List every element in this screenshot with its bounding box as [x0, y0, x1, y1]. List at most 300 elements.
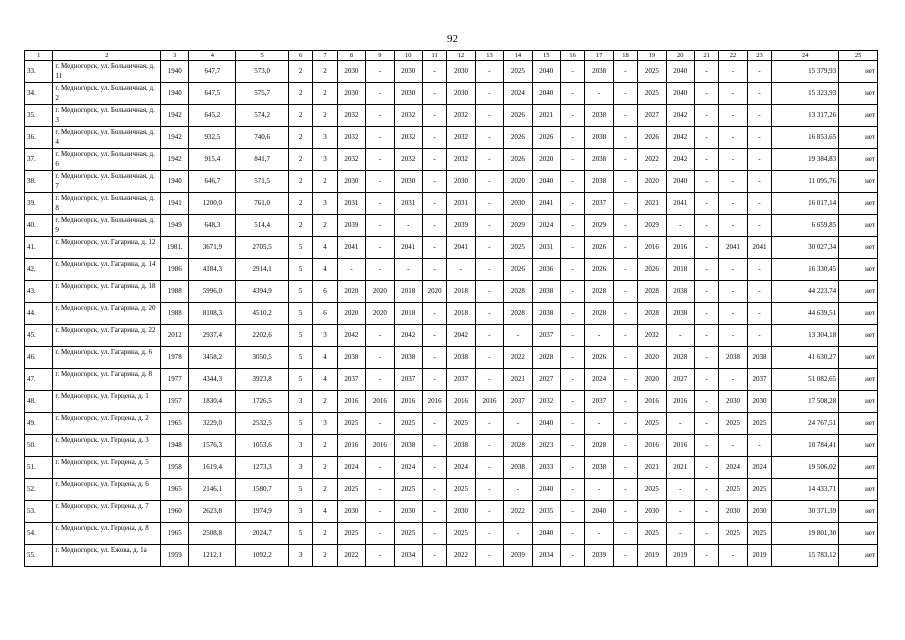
table-cell: - [585, 325, 613, 347]
table-cell: 2040 [532, 413, 560, 435]
table-cell: - [747, 193, 771, 215]
table-cell: - [694, 369, 718, 391]
table-cell: - [422, 325, 446, 347]
row-number: 40. [25, 215, 53, 237]
table-cell: - [475, 259, 503, 281]
table-cell: - [694, 171, 718, 193]
table-row [25, 237, 878, 259]
row-number: 47. [25, 369, 53, 391]
table-cell: 2914,1 [236, 259, 289, 281]
table-cell: 2026 [585, 259, 613, 281]
table-cell: 2020 [422, 281, 446, 303]
table-cell: - [694, 259, 718, 281]
table-cell: - [719, 83, 747, 105]
table-cell: 2025 [747, 523, 771, 545]
table-cell: 2025 [719, 479, 747, 501]
table-cell: 1986 [161, 259, 189, 281]
table-cell: - [475, 83, 503, 105]
table-cell: 575,7 [236, 83, 289, 105]
table-cell: 4394,9 [236, 281, 289, 303]
table-cell: 3 [313, 127, 337, 149]
table-cell: - [613, 413, 637, 435]
table-cell: - [694, 281, 718, 303]
table-cell: 2042 [666, 127, 694, 149]
row-number: 44. [25, 303, 53, 325]
status-cell: нет [839, 413, 878, 435]
column-header: 16 [561, 51, 585, 61]
table-cell: 1948 [161, 435, 189, 457]
cost-cell: 19 506,02 [772, 457, 839, 479]
table-cell: - [561, 501, 585, 523]
table-cell: 5 [288, 281, 312, 303]
page-number: 92 [447, 33, 458, 45]
table-cell: 2036 [532, 259, 560, 281]
address-cell: г. Медногорск, ул. Гагарина, д. 14 [53, 259, 161, 281]
table-cell: 2041 [447, 237, 475, 259]
table-cell: - [475, 435, 503, 457]
table-cell: - [475, 369, 503, 391]
table-cell: 2034 [394, 545, 422, 567]
table-cell: 2030 [337, 83, 365, 105]
cost-cell: 19 801,30 [772, 523, 839, 545]
table-cell: 2032 [394, 127, 422, 149]
table-cell: - [561, 237, 585, 259]
table-cell: - [475, 127, 503, 149]
table-cell: - [747, 215, 771, 237]
table-cell: - [719, 325, 747, 347]
table-cell: - [561, 149, 585, 171]
column-header: 14 [504, 51, 532, 61]
table-cell: 2030 [394, 61, 422, 83]
table-cell: 2032 [447, 127, 475, 149]
table-cell: - [747, 171, 771, 193]
table-cell: 2025 [638, 413, 666, 435]
table-cell: - [747, 281, 771, 303]
table-cell: 2024 [719, 457, 747, 479]
table-cell: - [475, 193, 503, 215]
table-cell: - [422, 303, 446, 325]
table-cell: 2 [288, 127, 312, 149]
table-cell: - [613, 259, 637, 281]
table-cell: 2025 [394, 413, 422, 435]
column-header: 1 [25, 51, 53, 61]
table-cell: 2012 [161, 325, 189, 347]
table-cell: - [747, 83, 771, 105]
table-cell: 2038 [585, 457, 613, 479]
table-cell: - [366, 369, 394, 391]
table-cell: 2019 [638, 545, 666, 567]
table-cell: 4184,3 [189, 259, 236, 281]
cost-cell: 51 082,65 [772, 369, 839, 391]
table-cell: - [694, 523, 718, 545]
table-cell: 1940 [161, 83, 189, 105]
table-row [25, 457, 878, 479]
table-cell: 2030 [394, 501, 422, 523]
table-cell: - [613, 215, 637, 237]
status-cell: нет [839, 545, 878, 567]
table-cell: - [694, 457, 718, 479]
table-cell: 2018 [447, 281, 475, 303]
cost-cell: 16 017,14 [772, 193, 839, 215]
table-cell: 2023 [532, 435, 560, 457]
table-cell: 2038 [666, 303, 694, 325]
row-number: 36. [25, 127, 53, 149]
table-cell: 2026 [638, 127, 666, 149]
table-row [25, 545, 878, 567]
address-cell: г. Медногорск, ул. Больничная, д. 6 [53, 149, 161, 171]
table-cell: 2016 [447, 391, 475, 413]
table-cell: - [613, 303, 637, 325]
table-cell: - [585, 479, 613, 501]
table-cell: 2024 [337, 457, 365, 479]
table-cell: 2 [288, 83, 312, 105]
table-cell: 2 [313, 215, 337, 237]
row-number: 46. [25, 347, 53, 369]
table-row [25, 325, 878, 347]
column-header: 4 [189, 51, 236, 61]
table-cell: - [561, 171, 585, 193]
table-cell: 2022 [638, 149, 666, 171]
address-cell: г. Медногорск, ул. Герцена, д. 3 [53, 435, 161, 457]
table-cell: 2030 [719, 501, 747, 523]
table-cell: 2 [313, 545, 337, 567]
cost-cell: 19 384,83 [772, 149, 839, 171]
table-cell: - [719, 281, 747, 303]
table-cell: - [475, 347, 503, 369]
table-cell: 2028 [585, 303, 613, 325]
table-cell: - [719, 303, 747, 325]
table-cell: - [561, 61, 585, 83]
table-cell: 2032 [532, 391, 560, 413]
address-cell: г. Медногорск, ул. Герцена, д. 1 [53, 391, 161, 413]
table-cell: - [475, 413, 503, 435]
table-cell: 8108,3 [189, 303, 236, 325]
table-cell: - [585, 83, 613, 105]
table-cell: 2030 [447, 171, 475, 193]
table-cell: 2031 [337, 193, 365, 215]
table-cell: 2040 [666, 61, 694, 83]
table-cell: 1942 [161, 149, 189, 171]
table-cell: 647,5 [189, 83, 236, 105]
table-cell: 2016 [666, 237, 694, 259]
table-cell: 2024 [532, 215, 560, 237]
table-cell: - [475, 215, 503, 237]
table-cell: - [561, 347, 585, 369]
table-cell: 2037 [394, 369, 422, 391]
table-row [25, 215, 878, 237]
table-row [25, 171, 878, 193]
table-cell: - [422, 105, 446, 127]
table-cell: 2030 [747, 501, 771, 523]
row-number: 39. [25, 193, 53, 215]
table-cell: - [613, 369, 637, 391]
column-header: 24 [772, 51, 839, 61]
table-cell: - [666, 479, 694, 501]
table-cell: - [475, 523, 503, 545]
table-cell: 4 [313, 259, 337, 281]
address-cell: г. Медногорск, ул. Больничная, д. 2 [53, 83, 161, 105]
table-cell: - [422, 413, 446, 435]
table-cell: 2031 [394, 193, 422, 215]
table-cell: 5 [288, 325, 312, 347]
table-cell: - [694, 127, 718, 149]
table-cell: - [694, 215, 718, 237]
table-cell: 1965 [161, 523, 189, 545]
table-cell: 2022 [504, 347, 532, 369]
cost-cell: 15 783,12 [772, 545, 839, 567]
table-cell: 2508,8 [189, 523, 236, 545]
table-cell: - [613, 193, 637, 215]
status-cell: нет [839, 171, 878, 193]
table-cell: - [561, 523, 585, 545]
cost-cell: 13 317,26 [772, 105, 839, 127]
table-cell: 2020 [337, 303, 365, 325]
table-cell: - [666, 523, 694, 545]
table-cell: 2030 [337, 501, 365, 523]
table-cell: 2018 [394, 281, 422, 303]
header-row [25, 51, 878, 61]
table-cell: - [585, 523, 613, 545]
table-cell: 4 [313, 347, 337, 369]
table-cell: 1959 [161, 545, 189, 567]
address-cell: г. Медногорск, ул. Гагарина, д. 6 [53, 347, 161, 369]
table-cell: 2042 [666, 105, 694, 127]
table-cell: 932,5 [189, 127, 236, 149]
table-cell: 2026 [504, 105, 532, 127]
row-number: 55. [25, 545, 53, 567]
table-cell: 3 [313, 149, 337, 171]
table-cell: - [561, 127, 585, 149]
table-cell: 3 [313, 413, 337, 435]
table-row [25, 369, 878, 391]
table-cell: 2021 [504, 369, 532, 391]
table-cell: - [561, 259, 585, 281]
table-cell: 2028 [504, 435, 532, 457]
table-cell: 2 [313, 171, 337, 193]
table-cell: - [561, 193, 585, 215]
table-cell: - [475, 325, 503, 347]
table-cell: 2040 [585, 501, 613, 523]
table-cell: 2032 [638, 325, 666, 347]
table-cell: - [613, 127, 637, 149]
cost-cell: 13 304,18 [772, 325, 839, 347]
table-cell: - [475, 545, 503, 567]
table-cell: 2032 [337, 149, 365, 171]
table-cell: - [561, 281, 585, 303]
row-number: 35. [25, 105, 53, 127]
table-cell: 1942 [161, 127, 189, 149]
status-cell: нет [839, 501, 878, 523]
table-cell: 2040 [532, 171, 560, 193]
table-cell: 2021 [666, 457, 694, 479]
table-cell: 2025 [504, 237, 532, 259]
table-cell: - [747, 127, 771, 149]
table-cell: 2038 [747, 347, 771, 369]
table-cell: - [694, 105, 718, 127]
table-cell: 5 [288, 413, 312, 435]
table-cell: - [422, 171, 446, 193]
table-cell: 5 [288, 523, 312, 545]
table-cell: - [366, 259, 394, 281]
table-cell: 1965 [161, 413, 189, 435]
table-cell: 2030 [447, 83, 475, 105]
table-row [25, 193, 878, 215]
table-row [25, 83, 878, 105]
table-cell: 740,6 [236, 127, 289, 149]
cost-cell: 6 659,85 [772, 215, 839, 237]
table-cell: 3 [288, 435, 312, 457]
table-cell: - [422, 479, 446, 501]
table-cell: 2038 [666, 281, 694, 303]
table-cell: 6 [313, 303, 337, 325]
table-cell: 2024 [447, 457, 475, 479]
table-cell: 841,7 [236, 149, 289, 171]
table-cell: 2038 [447, 347, 475, 369]
table-cell: 2027 [532, 369, 560, 391]
column-header: 8 [337, 51, 365, 61]
table-cell: - [694, 391, 718, 413]
table-cell: - [747, 325, 771, 347]
table-cell: 1988 [161, 281, 189, 303]
table-cell: - [747, 149, 771, 171]
table-cell: 2028 [504, 281, 532, 303]
table-cell: 2042 [447, 325, 475, 347]
table-cell: - [504, 413, 532, 435]
row-number: 45. [25, 325, 53, 347]
table-cell: 3 [288, 457, 312, 479]
table-cell: 2038 [585, 105, 613, 127]
table-cell: 5 [288, 479, 312, 501]
table-cell: - [366, 105, 394, 127]
table-cell: 5 [288, 237, 312, 259]
table-cell: - [561, 545, 585, 567]
table-cell: - [504, 523, 532, 545]
table-cell: 1580,7 [236, 479, 289, 501]
table-cell: 3050,5 [236, 347, 289, 369]
table-cell: 2 [288, 193, 312, 215]
table-cell: - [422, 149, 446, 171]
table-cell: 2030 [638, 501, 666, 523]
table-cell: - [719, 127, 747, 149]
table-cell: 1960 [161, 501, 189, 523]
address-cell: г. Медногорск, ул. Гагарина, д. 12 [53, 237, 161, 259]
table-cell: - [613, 281, 637, 303]
status-cell: нет [839, 215, 878, 237]
table-cell: 2038 [394, 347, 422, 369]
table-cell: - [366, 479, 394, 501]
address-cell: г. Медногорск, ул. Гагарина, д. 20 [53, 303, 161, 325]
table-row [25, 413, 878, 435]
table-cell: 2020 [532, 149, 560, 171]
table-cell: 2038 [719, 347, 747, 369]
table-row [25, 281, 878, 303]
table-cell: 2035 [532, 501, 560, 523]
table-cell: - [475, 479, 503, 501]
table-cell: 2016 [394, 391, 422, 413]
table-cell: 571,5 [236, 171, 289, 193]
table-cell: 2038 [585, 127, 613, 149]
row-number: 50. [25, 435, 53, 457]
table-cell: 1949 [161, 215, 189, 237]
cost-cell: 10 784,41 [772, 435, 839, 457]
address-cell: г. Медногорск, ул. Больничная, д. 7 [53, 171, 161, 193]
table-cell: - [719, 259, 747, 281]
table-cell: - [561, 413, 585, 435]
table-cell: 1212,1 [189, 545, 236, 567]
table-cell: - [366, 347, 394, 369]
status-cell: нет [839, 347, 878, 369]
cost-cell: 24 767,51 [772, 413, 839, 435]
cost-cell: 14 433,71 [772, 479, 839, 501]
table-row [25, 391, 878, 413]
table-cell: 1958 [161, 457, 189, 479]
table-cell: - [366, 237, 394, 259]
table-cell: 573,0 [236, 61, 289, 83]
address-cell: г. Медногорск, ул. Больничная, д. 3 [53, 105, 161, 127]
address-cell: г. Медногорск, ул. Больничная, д. 9 [53, 215, 161, 237]
table-cell: 2032 [394, 105, 422, 127]
table-cell: - [366, 413, 394, 435]
table-cell: 2024 [504, 83, 532, 105]
table-cell: - [694, 479, 718, 501]
table-row [25, 523, 878, 545]
table-cell: 2016 [422, 391, 446, 413]
table-cell: - [585, 413, 613, 435]
table-row [25, 501, 878, 523]
table-cell: - [394, 259, 422, 281]
table-cell: 2 [313, 523, 337, 545]
table-row [25, 347, 878, 369]
column-header: 7 [313, 51, 337, 61]
table-row [25, 105, 878, 127]
table-cell: - [747, 105, 771, 127]
status-cell: нет [839, 259, 878, 281]
table-cell: 1726,5 [236, 391, 289, 413]
cost-cell: 16 330,45 [772, 259, 839, 281]
table-cell: 646,7 [189, 171, 236, 193]
table-cell: - [613, 61, 637, 83]
column-header: 5 [236, 51, 289, 61]
table-cell: 2025 [447, 413, 475, 435]
cost-cell: 41 630,27 [772, 347, 839, 369]
table-cell: - [719, 369, 747, 391]
table-cell: 2025 [747, 413, 771, 435]
table-row [25, 303, 878, 325]
table-cell: 2040 [532, 83, 560, 105]
status-cell: нет [839, 523, 878, 545]
table-cell: 1830,4 [189, 391, 236, 413]
table-cell: 1988 [161, 303, 189, 325]
table-cell: - [719, 435, 747, 457]
table-cell: - [561, 435, 585, 457]
table-cell: 2705,5 [236, 237, 289, 259]
table-cell: - [422, 83, 446, 105]
table-cell: - [613, 171, 637, 193]
table-cell: 2025 [447, 523, 475, 545]
table-cell: 2041 [666, 193, 694, 215]
column-header: 10 [394, 51, 422, 61]
table-cell: 915,4 [189, 149, 236, 171]
table-cell: 2016 [638, 237, 666, 259]
table-cell: - [694, 501, 718, 523]
table-cell: - [561, 369, 585, 391]
table-cell: - [422, 523, 446, 545]
table-cell: 2202,6 [236, 325, 289, 347]
table-cell: - [666, 215, 694, 237]
row-number: 48. [25, 391, 53, 413]
table-cell: 1941 [161, 193, 189, 215]
table-cell: - [475, 171, 503, 193]
